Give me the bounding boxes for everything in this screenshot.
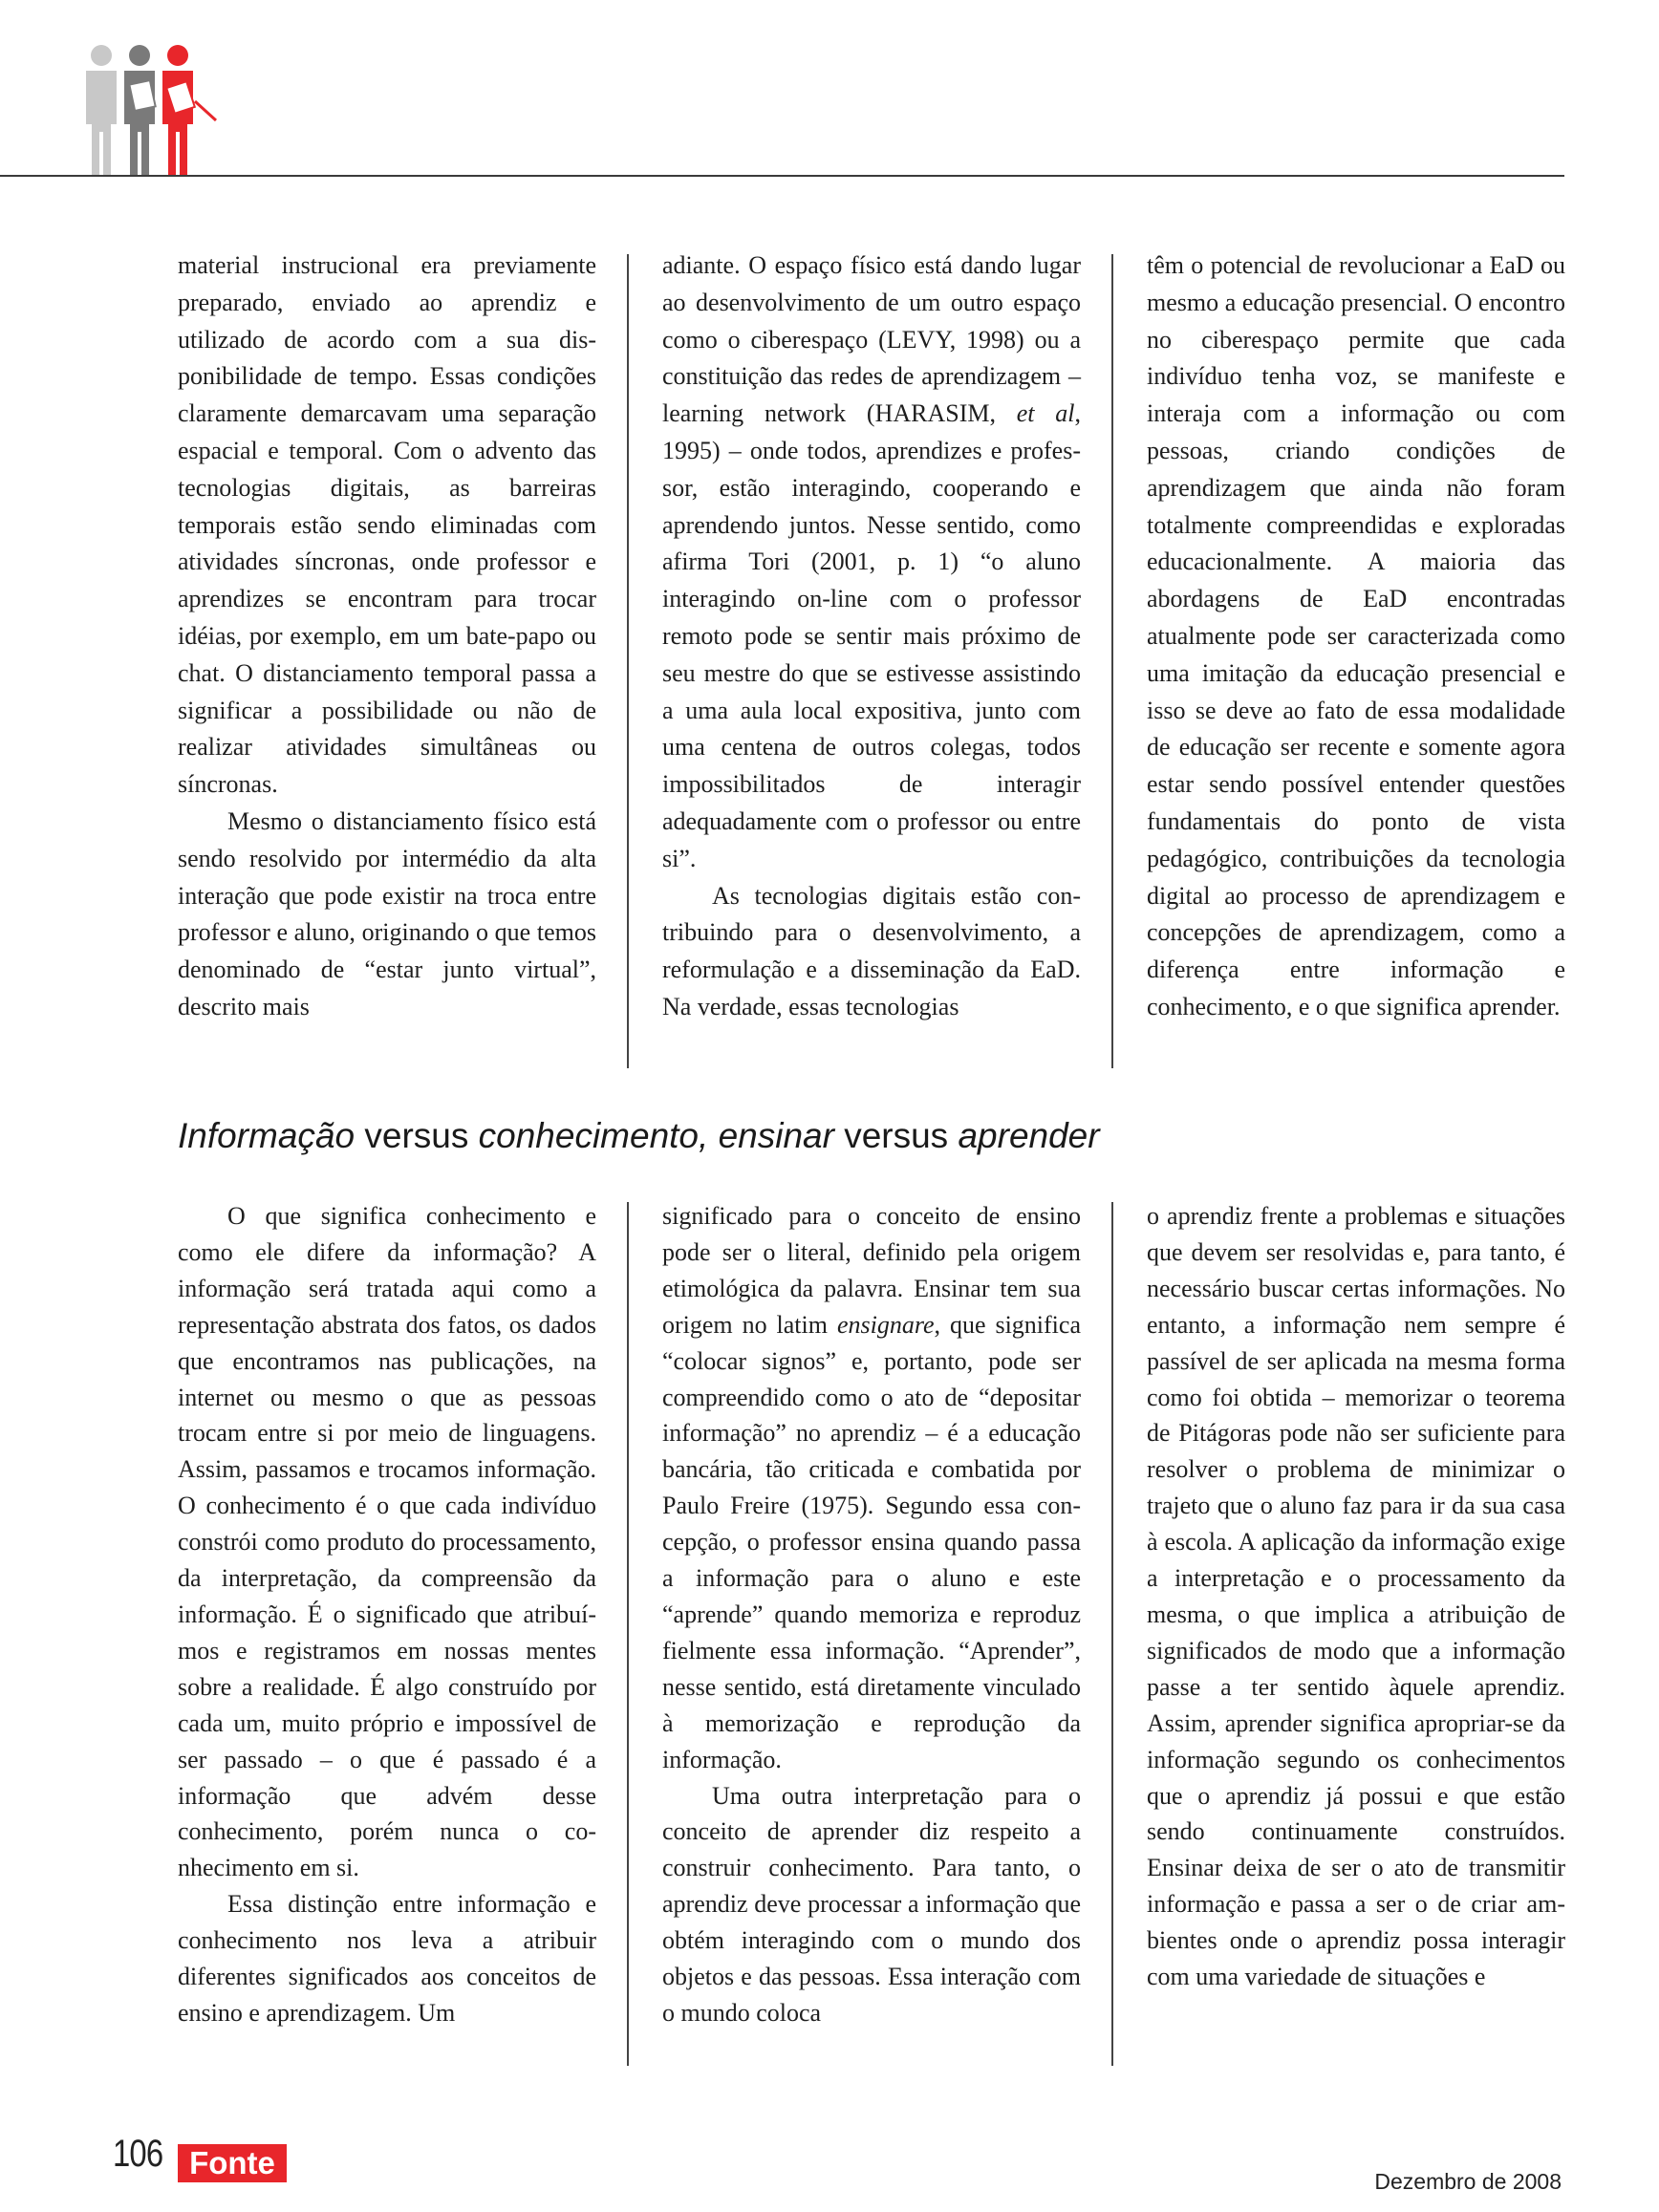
- column-divider: [627, 254, 629, 1068]
- section-heading: [178, 1116, 1100, 1156]
- column-divider: [1111, 1202, 1113, 2066]
- bottom-column-1: [178, 1198, 596, 2031]
- three-people-figures-icon: [78, 42, 222, 178]
- paragraph: As tecnologias digitais estão contribuindo para o desenvolvimento, a reformulação e a disseminação da EaD. Na verdade, essas tecnologias: [662, 881, 1081, 1020]
- bottom-column-2: [662, 1198, 1081, 2031]
- paragraph: [662, 247, 1081, 878]
- top-column-2: [662, 247, 1081, 1026]
- paragraph: o aprendiz frente a problemas e situações que devem ser resolvidas e, para tanto, é necessário buscar certas informações. No entanto, a informação nem sempre é passível de ser aplicada na mesma forma como foi obtida – memorizar o teorema de Pitágoras pode não ser suficiente para resolver o problema de minimizar o trajeto que o aluno faz para ir da sua casa à escola. A aplicação da informação exige a interpretação e o processamento da mesma, o que implica a atribuição de significados de modo que a informação passe a ter sentido àquele aprendiz. Assim, aprender significa apropriar-se da informação segundo os conhecimentos que o aprendiz já possui e que estão sendo continuamente construídos. Ensinar deixa de ser o ato de transmitir informação e passa a ser o de criar ambientes onde o aprendiz possa interagir com uma variedade de situações e: [1147, 1202, 1565, 1991]
- heading-text: versus: [355, 1116, 479, 1155]
- italic-text: et al: [1016, 399, 1075, 428]
- text-span: , 1995) – onde todos, aprendizes e professor, estão interagindo, cooperando e aprendendo juntos. Nesse sentido, como afirma Tori (2001, p. 1) “o aluno interagindo on-line com o professor remoto pode se sentir mais próximo de seu mestre do que se estivesse assistindo a uma aula local expositiva, junto com uma centena de outros colegas, todos impossibilitados de interagir adequadamente com o professor ou entre si”.: [662, 399, 1081, 872]
- paragraph: Uma outra interpretação para o conceito de aprender diz respeito a construir conhecimento. Para tanto, o aprendiz deve processar a informação que obtém interagindo com o mundo dos objetos e das pessoas. Essa interação com o mundo coloca: [662, 1781, 1081, 2027]
- heading-italic: Informação: [178, 1116, 356, 1155]
- brand-badge: Fonte: [178, 2144, 287, 2182]
- paragraph: [662, 1198, 1081, 1778]
- heading-text: versus: [833, 1116, 959, 1155]
- column-divider: [627, 1202, 629, 2066]
- text-span: adiante. O espaço físico está dando lugar ao desenvolvimento de um outro espaço como o ciberespaço (LEVY, 1998) ou a constituição das redes de aprendizagem – learning network (HARASIM,: [662, 251, 1081, 428]
- top-column-3: [1147, 247, 1565, 1026]
- paragraph: material instrucional era previamente preparado, enviado ao aprendiz e utilizado de acordo com a sua disponibilidade de tempo. Essas condições claramente demarcavam uma separação espacial e temporal. Com o advento das tecnologias digitais, as barreiras temporais estão sendo eliminadas com atividades síncronas, onde professor e aprendizes se encontram para trocar idéias, por exemplo, em um bate-papo ou chat. O distanciamento temporal passa a significar a possibilidade ou não de realizar atividades simultâneas ou síncronas.: [178, 251, 596, 799]
- heading-italic: conhecimento, ensinar: [478, 1116, 834, 1155]
- footer-date: Dezembro de 2008: [1374, 2169, 1562, 2194]
- top-column-1: [178, 247, 596, 1026]
- text-span: significado para o conceito de ensino pode ser o literal, definido pela origem etimológica da palavra. Ensinar tem sua origem no latim: [662, 1202, 1081, 1339]
- heading-italic: aprender: [958, 1116, 1100, 1155]
- paragraph: Essa distinção entre informação e conhecimento nos leva a atribuir diferentes significados aos conceitos de ensino e aprendizagem. Um: [178, 1890, 596, 2027]
- bottom-column-3: [1147, 1198, 1565, 1995]
- paragraph: O que significa conhecimento e como ele difere da informação? A informação será tratada aqui como a representação abstrata dos fatos, os dados que encontramos nas publicações, na internet ou mesmo o que as pessoas trocam entre si por meio de linguagens. Assim, passamos e trocamos informação. O conhecimento é o que cada indivíduo constrói como produto do processamento, da interpretação, da compreensão da informação. É o significado que atribuímos e registramos em nossas mentes sobre a realidade. É algo construído por cada um, muito próprio e impossível de ser passado – o que é passado é a informação que advém desse conhecimento, porém nunca o conhecimento em si.: [178, 1202, 596, 1882]
- header-rule: [0, 175, 1564, 177]
- column-divider: [1111, 254, 1113, 1068]
- paragraph: Mesmo o distanciamento físico está sendo resolvido por intermédio da alta interação que pode existir na troca entre professor e aluno, originando o que temos denominado de “estar junto virtual”, descrito mais: [178, 806, 596, 1020]
- text-span: , que significa “colocar signos” e, portanto, pode ser compreendido como o ato de “depositar informação” no aprendiz – é a educação bancária, tão criticada e combatida por Paulo Freire (1975). Segundo essa concepção, o professor ensina quando passa a informação para o aluno e este “aprende” quando memoriza e reproduz fielmente essa informação. “Aprender”, nesse sentido, está diretamente vinculado à memorização e reprodução da informação.: [662, 1310, 1081, 1773]
- page-number: 106: [113, 2133, 163, 2175]
- paragraph: têm o potencial de revolucionar a EaD ou mesmo a educação presencial. O encontro no ciberespaço permite que cada indivíduo tenha voz, se manifeste e interaja com a informação ou com pessoas, criando condições de aprendizagem que ainda não foram totalmente compreendidas e exploradas educacionalmente. A maioria das abordagens de EaD encontradas atualmente pode ser caracterizada como uma imitação da educação presencial e isso se deve ao fato de essa modalidade de educação ser recente e somente agora estar sendo possível entender questões fundamentais do ponto de vista pedagógico, contribuições da tecnologia digital ao processo de aprendizagem e concepções de aprendizagem, como a diferença entre informação e conhecimento, e o que significa aprender.: [1147, 251, 1565, 1020]
- figure-light-gray: [86, 45, 117, 176]
- italic-text: ensignare: [836, 1310, 935, 1339]
